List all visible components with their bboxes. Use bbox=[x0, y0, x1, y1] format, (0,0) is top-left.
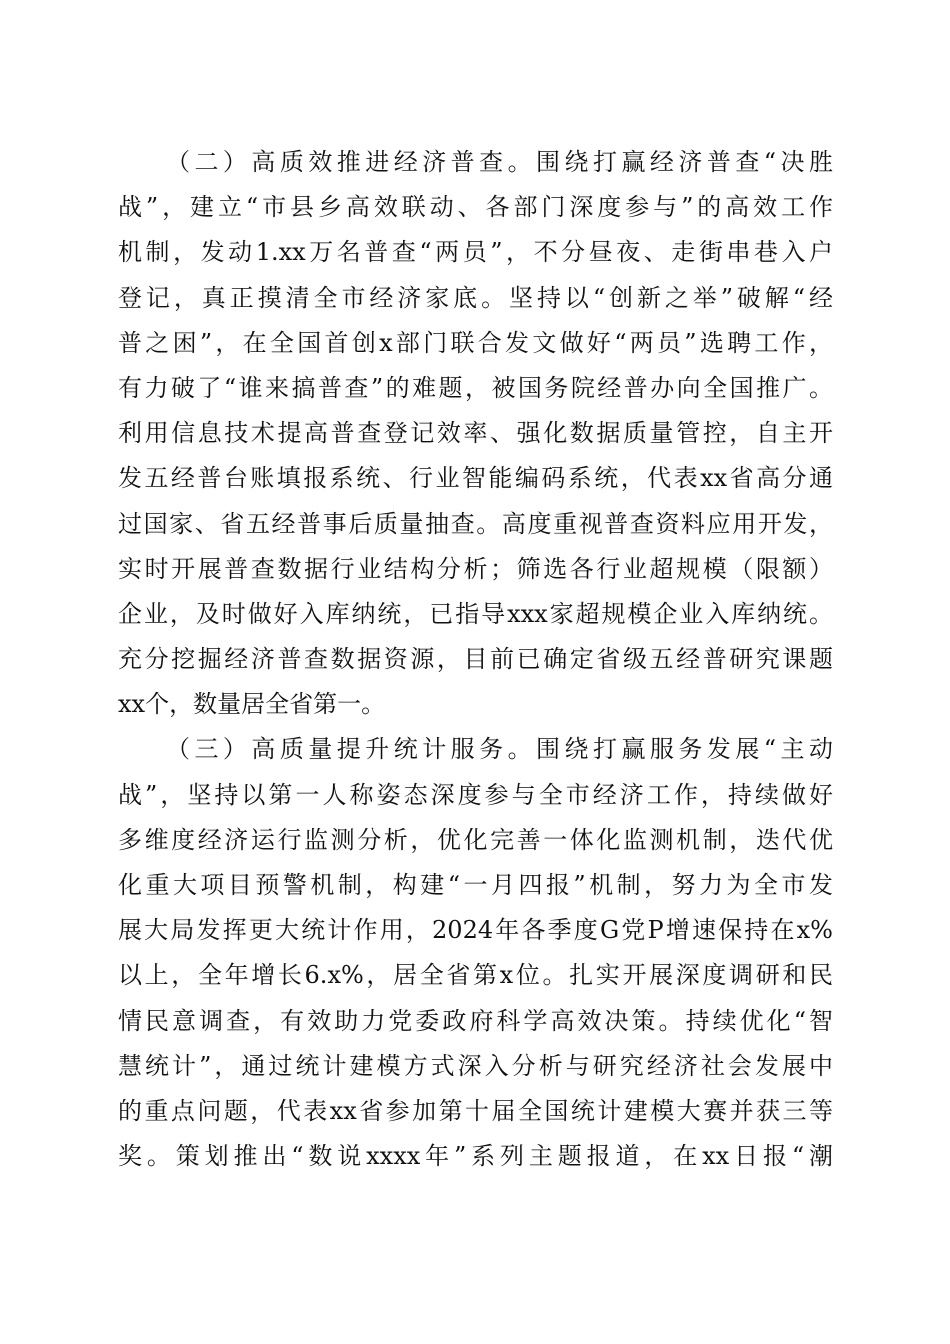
paragraph-economic-census bbox=[118, 140, 833, 727]
text-line: 奖。策划推出“数说xxxx年”系列主题报道，在xx日报“潮 bbox=[118, 1142, 833, 1171]
text-line: 利用信息技术提高普查登记效率、强化数据质量管控，自主开 bbox=[118, 419, 833, 448]
paragraph-statistical-services bbox=[118, 727, 833, 1179]
text-line: 战”，建立“市县乡高效联动、各部门深度参与”的高效工作 bbox=[118, 193, 833, 222]
text-line: 化重大项目预警机制，构建“一月四报”机制，努力为全市发 bbox=[118, 871, 833, 899]
text-line: 过国家、省五经普事后质量抽查。高度重视普查资料应用开发， bbox=[118, 509, 833, 538]
text-line: （二）高质效推进经济普查。围绕打赢经济普查“决胜 bbox=[166, 148, 833, 176]
text-line: 慧统计”，通过统计建模方式深入分析与研究经济社会发展中 bbox=[118, 1051, 833, 1080]
document-body bbox=[118, 140, 833, 1179]
text-line: 战”，坚持以第一人称姿态深度参与全市经济工作，持续做好 bbox=[118, 780, 833, 809]
text-line: （三）高质量提升统计服务。围绕打赢服务发展“主动 bbox=[166, 735, 833, 764]
text-line: xx个，数量居全省第一。 bbox=[118, 690, 386, 719]
text-line: 多维度经济运行监测分析，优化完善一体化监测机制，迭代优 bbox=[118, 825, 833, 854]
text-line: 情民意调查，有效助力党委政府科学高效决策。持续优化“智 bbox=[118, 1006, 833, 1035]
text-line: 发五经普台账填报系统、行业智能编码系统，代表xx省高分通 bbox=[118, 464, 833, 493]
text-line: 以上，全年增长6.x%，居全省第x位。扎实开展深度调研和民 bbox=[118, 961, 833, 990]
text-line: 的重点问题，代表xx省参加第十届全国统计建模大赛并获三等 bbox=[118, 1096, 833, 1125]
text-line: 登记，真正摸清全市经济家底。坚持以“创新之举”破解“经 bbox=[118, 283, 833, 312]
text-line: 普之困”，在全国首创x部门联合发文做好“两员”选聘工作， bbox=[118, 328, 833, 357]
text-line: 充分挖掘经济普查数据资源，目前已确定省级五经普研究课题 bbox=[118, 645, 833, 674]
text-line: 实时开展普查数据行业结构分析；筛选各行业超规模（限额） bbox=[118, 554, 833, 583]
text-line: 有力破了“谁来搞普查”的难题，被国务院经普办向全国推广。 bbox=[118, 373, 833, 402]
text-line: 机制，发动1.xx万名普查“两员”，不分昼夜、走街串巷入户 bbox=[118, 238, 833, 267]
text-line: 企业，及时做好入库纳统，已指导xxx家超规模企业入库纳统。 bbox=[118, 599, 833, 628]
text-line: 展大局发挥更大统计作用，2024年各季度G党P增速保持在x% bbox=[118, 916, 833, 945]
